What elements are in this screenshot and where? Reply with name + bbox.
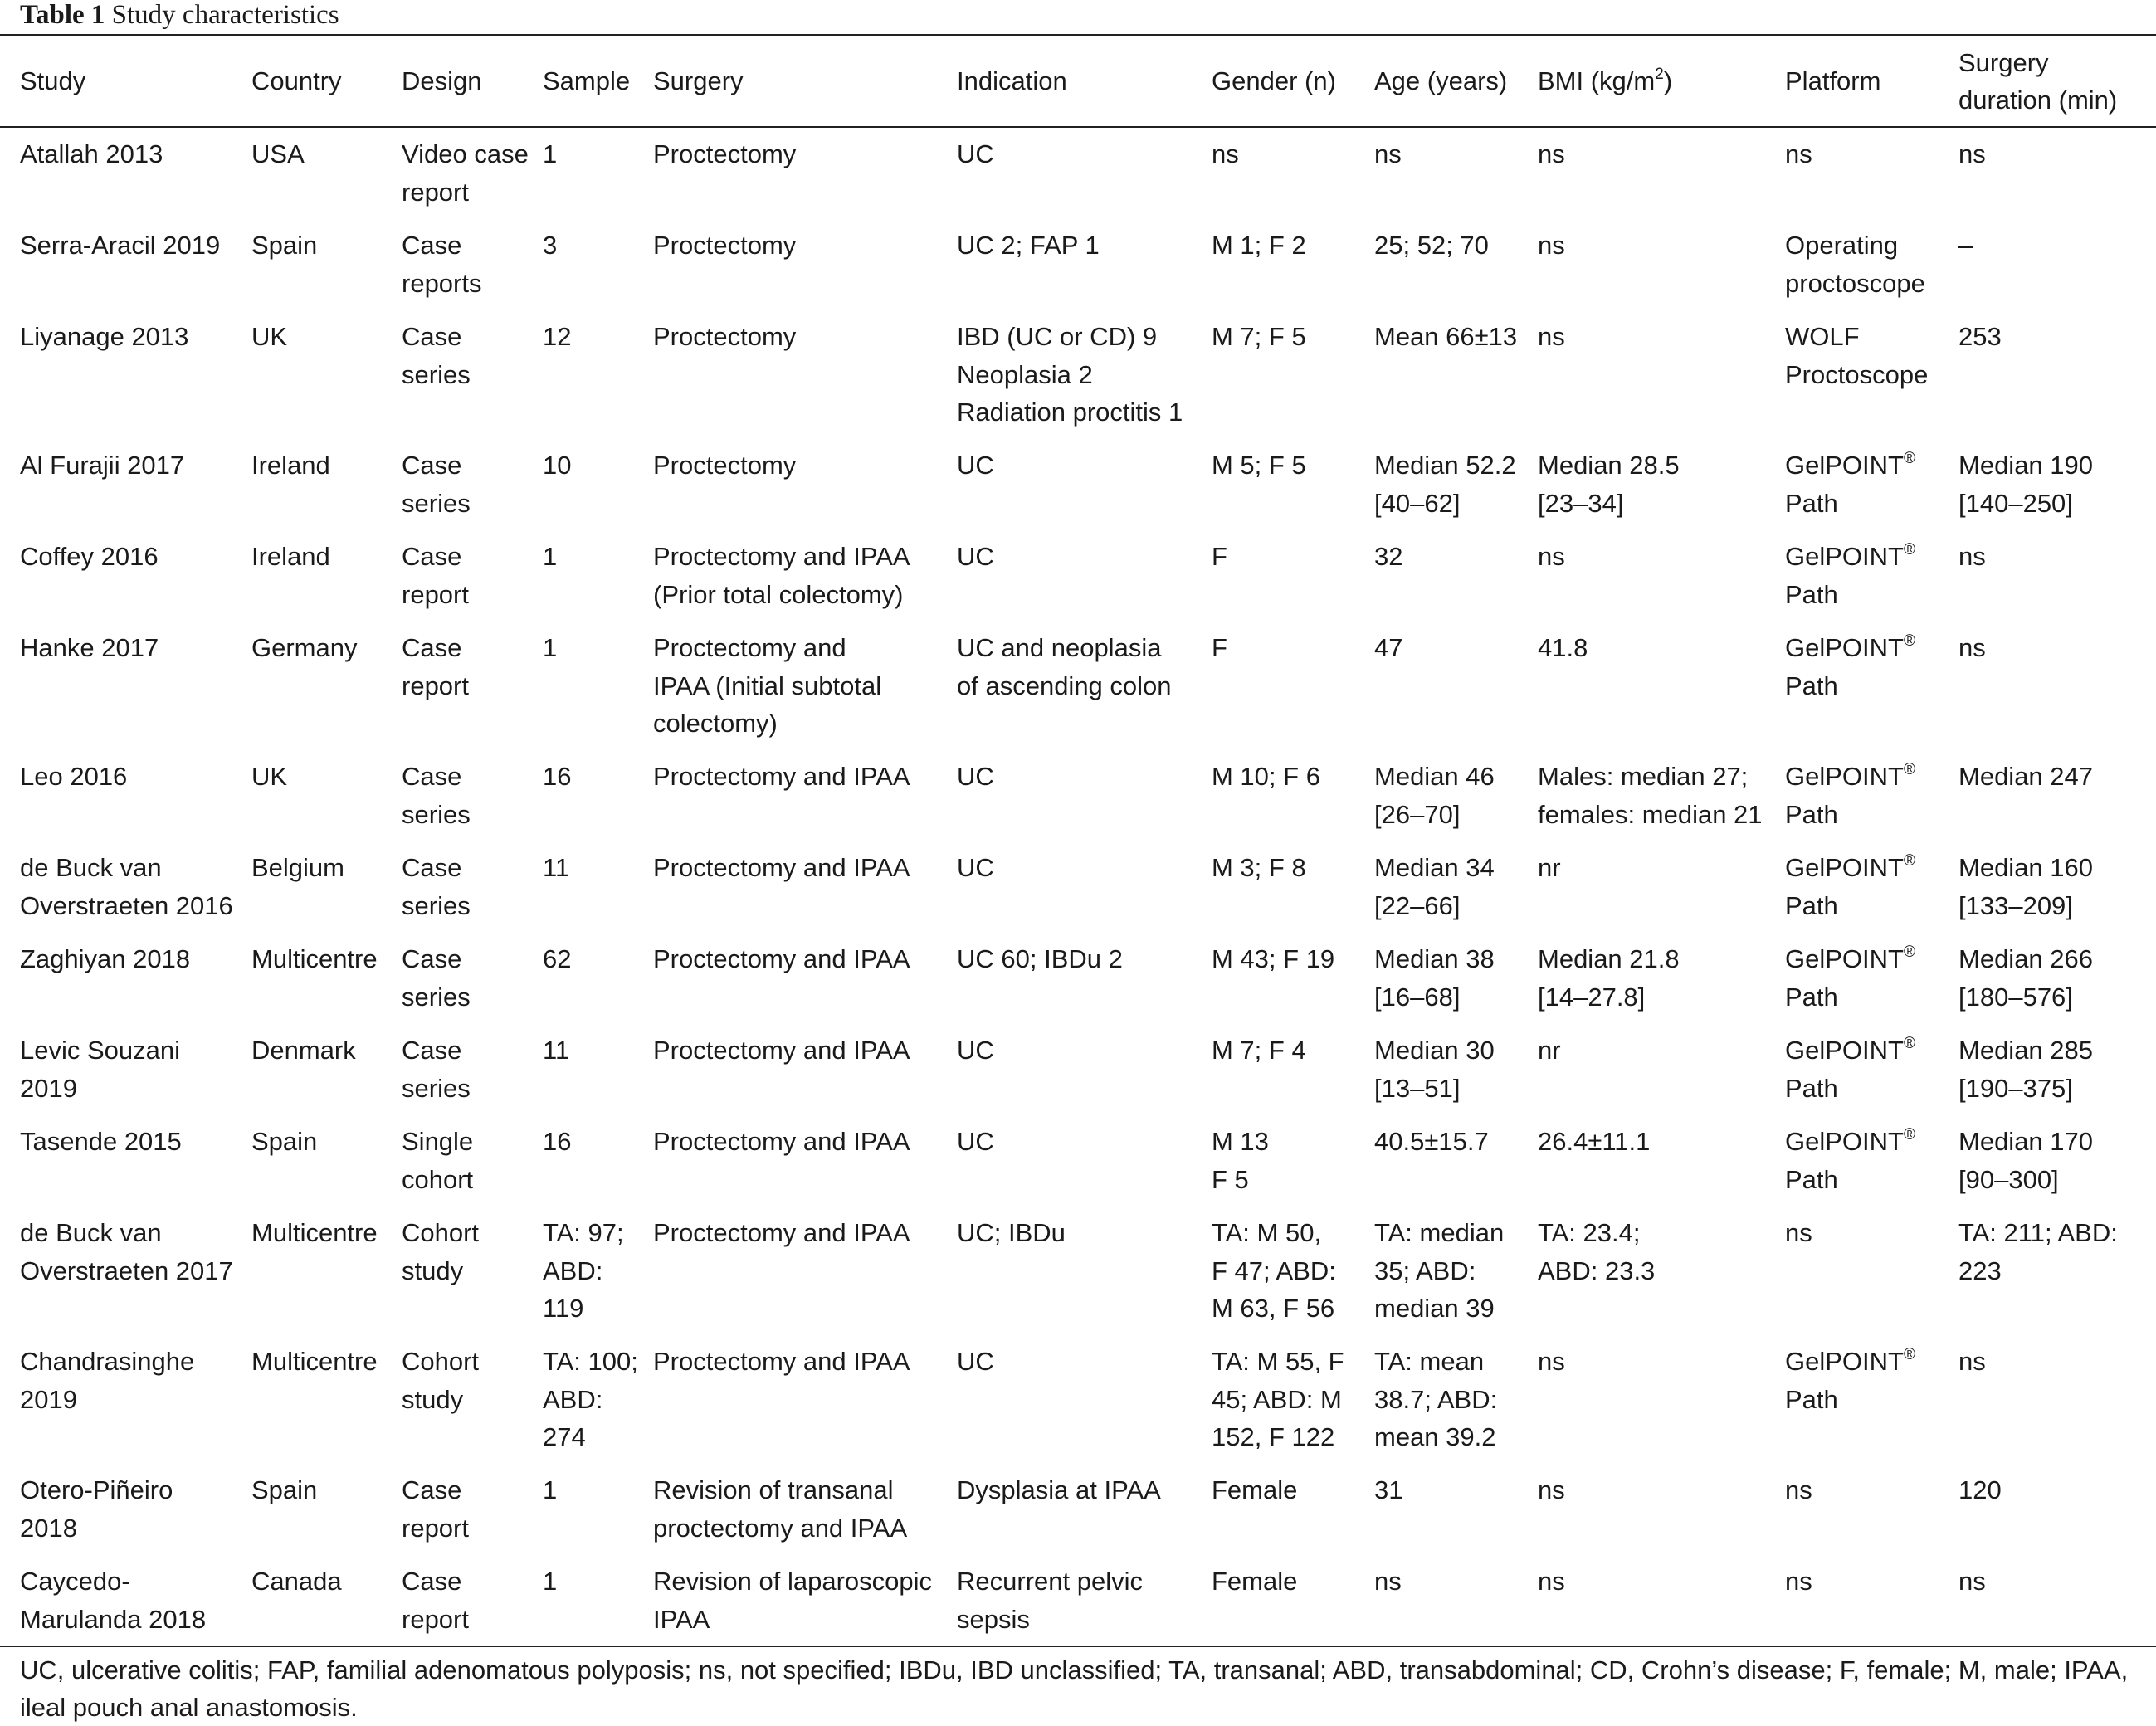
cell-country: Germany xyxy=(251,633,358,662)
cell-study: Otero-Piñeiro 2018 xyxy=(20,1475,173,1543)
cell-sample: 1 xyxy=(543,139,558,168)
cell-bmi: nr xyxy=(1538,1036,1561,1065)
cell-gender: M 1; F 2 xyxy=(1212,231,1306,260)
column-header-bmi: BMI $(kg/m^2)$ xyxy=(1538,65,1673,95)
cell-country: Multicentre xyxy=(251,1347,378,1376)
column-header-duration: Surgery duration (min) xyxy=(1958,48,2118,115)
table-caption xyxy=(20,0,339,33)
cell-gender: Female xyxy=(1212,1475,1298,1504)
column-header-design: Design xyxy=(402,66,482,95)
cell-bmi: Median 21.8 [14–27.8] xyxy=(1538,944,1680,1012)
cell-age: 47 xyxy=(1374,633,1403,662)
table-caption-title: Study characteristics xyxy=(111,0,339,30)
table-footnote: UC, ulcerative colitis; FAP, familial adenomatous polyposis; ns, not specified; IBDu, IBD unclassified; TA, transanal; ABD, transabdominal; CD, Crohn’s disease; F, female; M, male; IPAA, ileal pouch anal anastomosis. xyxy=(20,1655,2129,1722)
cell-surgery: Proctectomy and IPAA xyxy=(653,1347,910,1376)
cell-bmi: ns xyxy=(1538,542,1565,571)
cell-country: Spain xyxy=(251,1127,318,1156)
cell-platform: ns xyxy=(1785,1218,1812,1247)
cell-study: Leo 2016 xyxy=(20,762,128,791)
cell-gender: TA: M 55, F 45; ABD: M 152, F 122 xyxy=(1212,1347,1344,1451)
cell-study: de Buck van Overstraeten 2016 xyxy=(20,853,233,920)
cell-bmi: ns xyxy=(1538,1567,1565,1596)
cell-surgery: Proctectomy xyxy=(653,322,797,351)
cell-country: Ireland xyxy=(251,542,330,571)
cell-country: USA xyxy=(251,139,305,168)
cell-sample: 12 xyxy=(543,322,572,351)
cell-gender: ns xyxy=(1212,139,1239,168)
cell-country: Spain xyxy=(251,1475,318,1504)
cell-indication: UC xyxy=(957,139,994,168)
cell-duration: Median 285 [190–375] xyxy=(1958,1036,2094,1103)
cell-age: Median 34 [22–66] xyxy=(1374,853,1495,920)
cell-duration: Median 190 [140–250] xyxy=(1958,451,2094,518)
cell-bmi: nr xyxy=(1538,853,1561,882)
cell-age: TA: mean 38.7; ABD: mean 39.2 xyxy=(1374,1347,1498,1451)
cell-platform: GelPOINT® Path xyxy=(1785,540,1915,609)
cell-platform: GelPOINT® Path xyxy=(1785,1345,1915,1414)
cell-platform: GelPOINT® Path xyxy=(1785,1034,1915,1103)
cell-surgery: Proctectomy xyxy=(653,451,797,480)
cell-design: Case report xyxy=(402,542,469,609)
cell-platform: GelPOINT® Path xyxy=(1785,1125,1915,1194)
cell-sample: 11 xyxy=(543,853,570,882)
cell-platform: Operating proctoscope xyxy=(1785,231,1925,298)
cell-indication: UC xyxy=(957,853,994,882)
cell-sample: 16 xyxy=(543,762,572,791)
cell-gender: F xyxy=(1212,633,1227,662)
cell-platform: GelPOINT® Path xyxy=(1785,851,1915,920)
column-header-country: Country xyxy=(251,66,342,95)
cell-duration: Median 160 [133–209] xyxy=(1958,853,2094,920)
cell-gender: M 13 F 5 xyxy=(1212,1127,1269,1194)
cell-platform: GelPOINT® Path xyxy=(1785,943,1915,1012)
cell-surgery: Proctectomy and IPAA xyxy=(653,1127,910,1156)
cell-sample: 1 xyxy=(543,633,558,662)
cell-sample: 1 xyxy=(543,542,558,571)
cell-country: Belgium xyxy=(251,853,344,882)
cell-indication: UC; IBDu xyxy=(957,1218,1066,1247)
cell-duration: ns xyxy=(1958,633,1986,662)
column-header-surgery: Surgery xyxy=(653,66,744,95)
cell-duration: ns xyxy=(1958,139,1986,168)
cell-gender: M 10; F 6 xyxy=(1212,762,1320,791)
cell-indication: UC 60; IBDu 2 xyxy=(957,944,1123,973)
cell-design: Case report xyxy=(402,1475,469,1543)
cell-bmi: ns xyxy=(1538,1475,1565,1504)
bottom-rule xyxy=(0,1646,2156,1647)
cell-indication: IBD (UC or CD) 9 Neoplasia 2 Radiation proctitis 1 xyxy=(957,322,1183,427)
cell-duration: TA: 211; ABD: 223 xyxy=(1958,1218,2118,1285)
cell-bmi: ns xyxy=(1538,322,1565,351)
cell-sample: 16 xyxy=(543,1127,572,1156)
cell-age: Mean 66±13 xyxy=(1374,322,1518,351)
cell-platform: ns xyxy=(1785,139,1812,168)
column-header-study: Study xyxy=(20,66,86,95)
cell-country: UK xyxy=(251,322,288,351)
cell-indication: UC xyxy=(957,762,994,791)
top-rule xyxy=(0,34,2156,36)
cell-indication: UC xyxy=(957,1036,994,1065)
cell-gender: M 5; F 5 xyxy=(1212,451,1306,480)
cell-study: Liyanage 2013 xyxy=(20,322,189,351)
cell-surgery: Proctectomy and IPAA xyxy=(653,1218,910,1247)
cell-duration: Median 247 xyxy=(1958,762,2094,791)
cell-duration: ns xyxy=(1958,1567,1986,1596)
cell-sample: 1 xyxy=(543,1475,558,1504)
cell-sample: 10 xyxy=(543,451,572,480)
cell-design: Cohort study xyxy=(402,1218,480,1285)
cell-platform: ns xyxy=(1785,1567,1812,1596)
cell-surgery: Proctectomy and IPAA xyxy=(653,1036,910,1065)
cell-age: Median 38 [16–68] xyxy=(1374,944,1495,1012)
cell-study: Coffey 2016 xyxy=(20,542,159,571)
cell-age: TA: median 35; ABD: median 39 xyxy=(1374,1218,1505,1323)
cell-study: de Buck van Overstraeten 2017 xyxy=(20,1218,233,1285)
cell-age: Median 52.2 [40–62] xyxy=(1374,451,1516,518)
cell-country: Ireland xyxy=(251,451,330,480)
cell-indication: UC xyxy=(957,1127,994,1156)
cell-duration: 253 xyxy=(1958,322,2002,351)
cell-surgery: Proctectomy and IPAA (Initial subtotal colectomy) xyxy=(653,633,882,738)
cell-surgery: Proctectomy and IPAA xyxy=(653,853,910,882)
cell-bmi: ns xyxy=(1538,139,1565,168)
cell-study: Tasende 2015 xyxy=(20,1127,182,1156)
cell-study: Al Furajii 2017 xyxy=(20,451,185,480)
cell-bmi: TA: 23.4; ABD: 23.3 xyxy=(1538,1218,1656,1285)
cell-indication: UC xyxy=(957,1347,994,1376)
cell-platform: GelPOINT® Path xyxy=(1785,449,1915,518)
cell-country: Spain xyxy=(251,231,318,260)
cell-duration: ns xyxy=(1958,542,1986,571)
cell-design: Case series xyxy=(402,322,471,389)
cell-indication: Recurrent pelvic sepsis xyxy=(957,1567,1143,1634)
cell-bmi: 41.8 xyxy=(1538,633,1588,662)
cell-duration: Median 266 [180–576] xyxy=(1958,944,2094,1012)
cell-age: 40.5±15.7 xyxy=(1374,1127,1489,1156)
cell-bmi: Median 28.5 [23–34] xyxy=(1538,451,1680,518)
cell-indication: UC and neoplasia of ascending colon xyxy=(957,633,1172,700)
cell-bmi: ns xyxy=(1538,231,1565,260)
cell-indication: Dysplasia at IPAA xyxy=(957,1475,1161,1504)
cell-country: Multicentre xyxy=(251,1218,378,1247)
cell-platform: WOLF Proctoscope xyxy=(1785,322,1929,389)
cell-sample: 3 xyxy=(543,231,558,260)
cell-indication: UC 2; FAP 1 xyxy=(957,231,1100,260)
cell-gender: F xyxy=(1212,542,1227,571)
cell-design: Video case report xyxy=(402,139,529,207)
cell-age: 32 xyxy=(1374,542,1403,571)
cell-platform: ns xyxy=(1785,1475,1812,1504)
cell-sample: 62 xyxy=(543,944,572,973)
cell-age: 31 xyxy=(1374,1475,1403,1504)
cell-duration: – xyxy=(1958,231,1973,260)
cell-age: ns xyxy=(1374,139,1402,168)
cell-gender: M 7; F 4 xyxy=(1212,1036,1306,1065)
cell-platform: GelPOINT® Path xyxy=(1785,760,1915,829)
cell-design: Case series xyxy=(402,762,471,829)
cell-surgery: Revision of laparoscopic IPAA xyxy=(653,1567,933,1634)
cell-study: Chandrasinghe 2019 xyxy=(20,1347,195,1414)
cell-country: Denmark xyxy=(251,1036,356,1065)
cell-study: Hanke 2017 xyxy=(20,633,159,662)
cell-design: Case series xyxy=(402,944,471,1012)
cell-surgery: Revision of transanal proctectomy and IPAA xyxy=(653,1475,908,1543)
cell-sample: 1 xyxy=(543,1567,558,1596)
cell-gender: M 3; F 8 xyxy=(1212,853,1306,882)
cell-surgery: Proctectomy and IPAA (Prior total colectomy) xyxy=(653,542,910,609)
cell-age: Median 30 [13–51] xyxy=(1374,1036,1495,1103)
cell-country: Multicentre xyxy=(251,944,378,973)
cell-design: Single cohort xyxy=(402,1127,474,1194)
table-caption-label: Table 1 xyxy=(20,0,105,30)
cell-study: Zaghiyan 2018 xyxy=(20,944,191,973)
cell-gender: M 43; F 19 xyxy=(1212,944,1335,973)
column-header-platform: Platform xyxy=(1785,66,1881,95)
cell-duration: Median 170 [90–300] xyxy=(1958,1127,2094,1194)
cell-surgery: Proctectomy xyxy=(653,139,797,168)
cell-surgery: Proctectomy and IPAA xyxy=(653,944,910,973)
cell-bmi: 26.4±11.1 xyxy=(1538,1127,1651,1156)
header-rule xyxy=(0,126,2156,128)
cell-design: Case series xyxy=(402,853,471,920)
cell-indication: UC xyxy=(957,542,994,571)
cell-age: Median 46 [26–70] xyxy=(1374,762,1495,829)
cell-age: ns xyxy=(1374,1567,1402,1596)
cell-design: Case series xyxy=(402,1036,471,1103)
cell-country: Canada xyxy=(251,1567,342,1596)
cell-age: 25; 52; 70 xyxy=(1374,231,1489,260)
cell-study: Levic Souzani 2019 xyxy=(20,1036,181,1103)
cell-bmi: Males: median 27; females: median 21 xyxy=(1538,762,1763,829)
column-header-gender: Gender (n) xyxy=(1212,66,1336,95)
cell-bmi: ns xyxy=(1538,1347,1565,1376)
cell-design: Case report xyxy=(402,1567,469,1634)
cell-platform: GelPOINT® Path xyxy=(1785,631,1915,700)
cell-design: Case report xyxy=(402,633,469,700)
cell-study: Serra-Aracil 2019 xyxy=(20,231,221,260)
cell-indication: UC xyxy=(957,451,994,480)
cell-duration: ns xyxy=(1958,1347,1986,1376)
column-header-age: Age (years) xyxy=(1374,66,1508,95)
cell-sample: TA: 100; ABD: 274 xyxy=(543,1347,638,1451)
cell-study: Caycedo- Marulanda 2018 xyxy=(20,1567,207,1634)
column-header-indication: Indication xyxy=(957,66,1067,95)
cell-country: UK xyxy=(251,762,288,791)
cell-design: Case series xyxy=(402,451,471,518)
cell-surgery: Proctectomy xyxy=(653,231,797,260)
cell-design: Case reports xyxy=(402,231,482,298)
cell-sample: TA: 97; ABD: 119 xyxy=(543,1218,624,1323)
cell-duration: 120 xyxy=(1958,1475,2002,1504)
cell-sample: 11 xyxy=(543,1036,570,1065)
cell-gender: Female xyxy=(1212,1567,1298,1596)
cell-gender: TA: M 50, F 47; ABD: M 63, F 56 xyxy=(1212,1218,1336,1323)
cell-design: Cohort study xyxy=(402,1347,480,1414)
cell-surgery: Proctectomy and IPAA xyxy=(653,762,910,791)
cell-study: Atallah 2013 xyxy=(20,139,163,168)
column-header-sample: Sample xyxy=(543,66,631,95)
cell-gender: M 7; F 5 xyxy=(1212,322,1306,351)
